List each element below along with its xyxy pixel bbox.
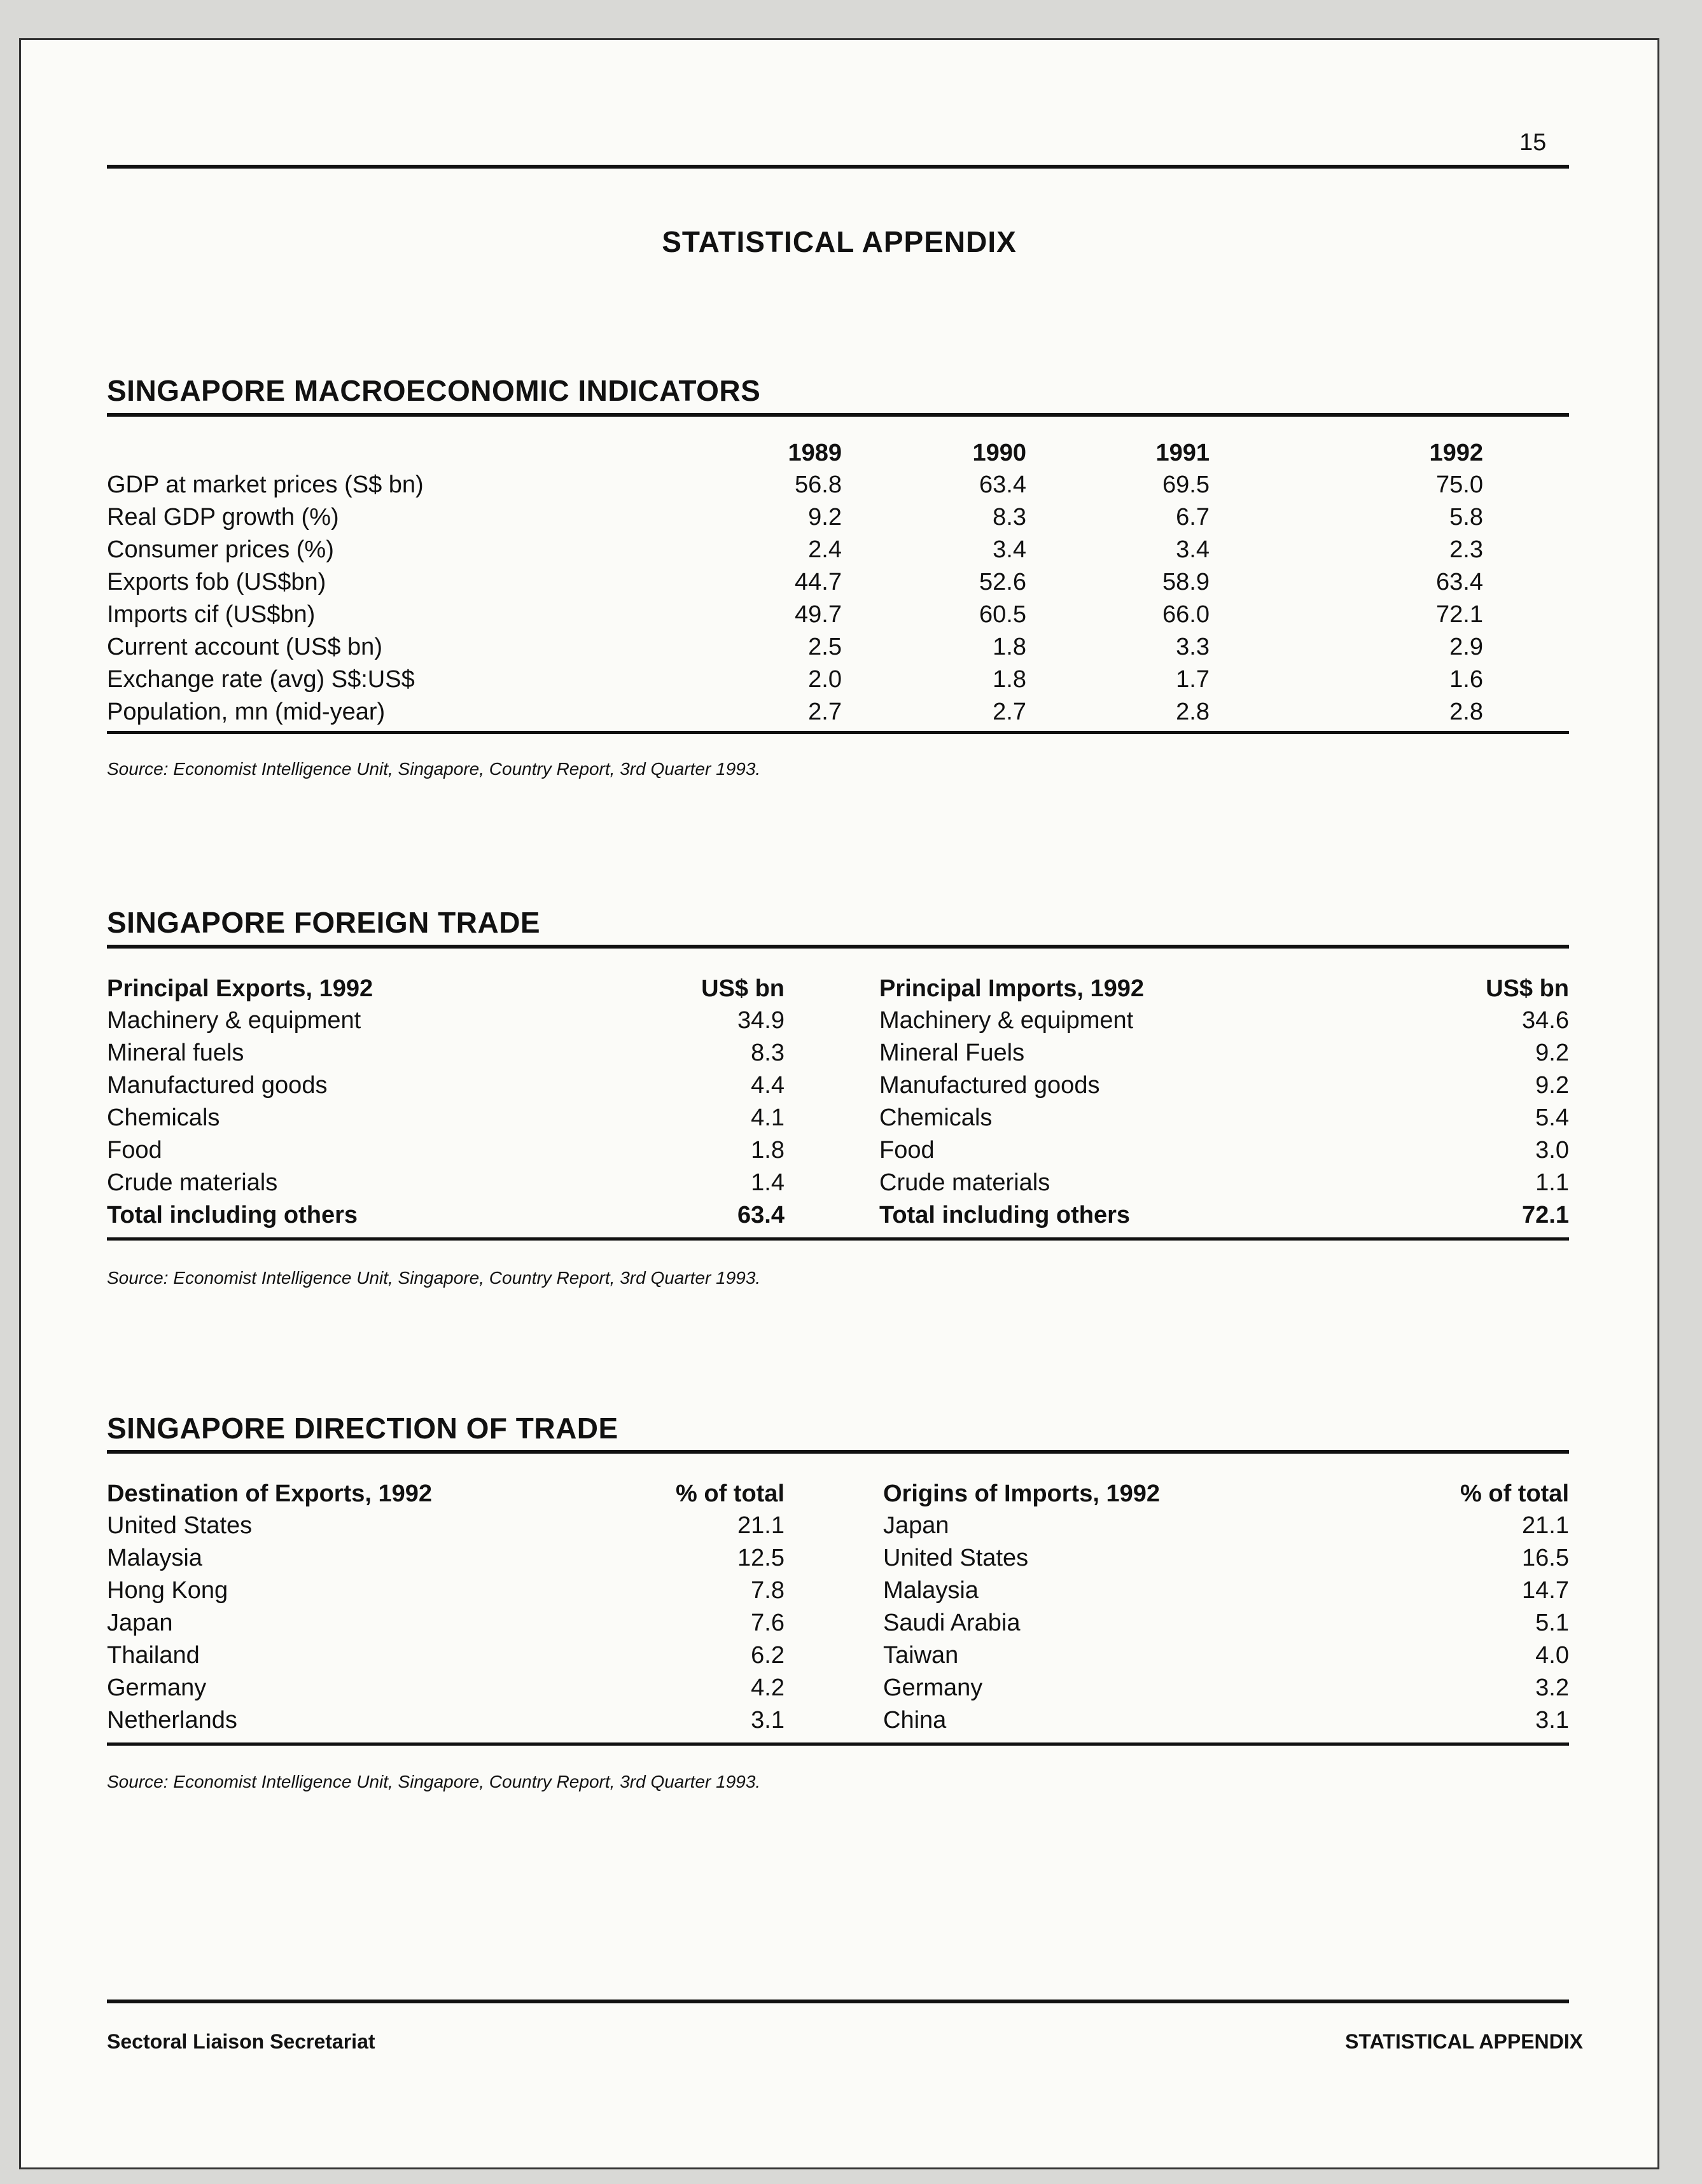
right-row-label: China xyxy=(883,1707,947,1734)
footer-left: Sectoral Liaison Secretariat xyxy=(107,2030,375,2053)
header-rule xyxy=(107,165,1569,169)
macro-source-note: Source: Economist Intelligence Unit, Singapore, Country Report, 3rd Quarter 1993. xyxy=(107,759,761,779)
macro-value: 2.3 xyxy=(1449,536,1483,563)
direction-source-note: Source: Economist Intelligence Unit, Singapore, Country Report, 3rd Quarter 1993. xyxy=(107,1772,761,1791)
foreign-trade-section-title: SINGAPORE FOREIGN TRADE xyxy=(107,906,541,939)
left-row-value: 12.5 xyxy=(737,1545,785,1571)
macro-row-label: Real GDP growth (%) xyxy=(107,504,339,531)
macro-value: 1.7 xyxy=(1176,666,1210,693)
macro-value: 1.8 xyxy=(993,666,1026,693)
left-row-value: 1.8 xyxy=(751,1137,785,1164)
left-row-value: 6.2 xyxy=(751,1642,785,1669)
macro-row-label: Population, mn (mid-year) xyxy=(107,699,386,725)
macro-value: 66.0 xyxy=(1162,601,1210,628)
macro-value: 1.8 xyxy=(993,634,1026,660)
left-row-label: Chemicals xyxy=(107,1104,220,1131)
right-row-value: 16.5 xyxy=(1522,1545,1569,1571)
footer-rule xyxy=(107,2000,1569,2003)
macro-value: 56.8 xyxy=(795,471,842,498)
page-number: 15 xyxy=(1519,129,1547,156)
left-row-value: 4.4 xyxy=(751,1072,785,1099)
direction-bottom-rule xyxy=(107,1742,1569,1746)
macro-value: 5.8 xyxy=(1449,504,1483,531)
right-row-label: Total including others xyxy=(879,1202,1131,1228)
macro-value: 75.0 xyxy=(1436,471,1483,498)
imports-unit-header: US$ bn xyxy=(1486,975,1569,1002)
destination-unit-header: % of total xyxy=(676,1480,785,1507)
year-header-1991: 1991 xyxy=(1155,440,1210,466)
macro-value: 44.7 xyxy=(795,569,842,595)
right-row-label: Germany xyxy=(883,1674,983,1701)
foreign-trade-bottom-rule xyxy=(107,1237,1569,1241)
macro-value: 6.7 xyxy=(1176,504,1210,531)
macro-value: 72.1 xyxy=(1436,601,1483,628)
left-row-label: Hong Kong xyxy=(107,1577,228,1604)
left-row-value: 7.6 xyxy=(751,1610,785,1636)
left-row-value: 1.4 xyxy=(751,1169,785,1196)
macro-row-label: Current account (US$ bn) xyxy=(107,634,382,660)
macro-section-title: SINGAPORE MACROECONOMIC INDICATORS xyxy=(107,374,761,407)
left-row-value: 4.2 xyxy=(751,1674,785,1701)
right-row-label: Japan xyxy=(883,1512,949,1539)
left-row-label: Malaysia xyxy=(107,1545,202,1571)
right-row-value: 21.1 xyxy=(1522,1512,1569,1539)
right-row-label: Mineral Fuels xyxy=(879,1040,1025,1066)
macro-value: 2.8 xyxy=(1449,699,1483,725)
left-row-value: 21.1 xyxy=(737,1512,785,1539)
left-row-value: 63.4 xyxy=(737,1202,785,1228)
macro-value: 2.7 xyxy=(808,699,842,725)
page-title: STATISTICAL APPENDIX xyxy=(662,225,1017,258)
left-row-label: Germany xyxy=(107,1674,207,1701)
macro-row-label: Consumer prices (%) xyxy=(107,536,334,563)
right-row-label: Manufactured goods xyxy=(879,1072,1100,1099)
macro-value: 2.7 xyxy=(993,699,1026,725)
left-row-label: Total including others xyxy=(107,1202,358,1228)
exports-header: Principal Exports, 1992 xyxy=(107,975,373,1002)
right-row-value: 3.0 xyxy=(1535,1137,1569,1164)
macro-value: 58.9 xyxy=(1162,569,1210,595)
macro-row-label: Imports cif (US$bn) xyxy=(107,601,316,628)
right-row-label: Food xyxy=(879,1137,935,1164)
document-page xyxy=(19,38,1659,2169)
footer-right: STATISTICAL APPENDIX xyxy=(1345,2030,1583,2053)
left-row-value: 8.3 xyxy=(751,1040,785,1066)
direction-top-rule xyxy=(107,1450,1569,1454)
direction-section-title: SINGAPORE DIRECTION OF TRADE xyxy=(107,1412,618,1445)
macro-value: 2.9 xyxy=(1449,634,1483,660)
macro-value: 69.5 xyxy=(1162,471,1210,498)
left-row-label: Food xyxy=(107,1137,162,1164)
left-row-label: Crude materials xyxy=(107,1169,278,1196)
foreign-trade-source-note: Source: Economist Intelligence Unit, Singapore, Country Report, 3rd Quarter 1993. xyxy=(107,1268,761,1288)
macro-value: 3.4 xyxy=(1176,536,1210,563)
macro-value: 2.8 xyxy=(1176,699,1210,725)
macro-row-label: Exchange rate (avg) S$:US$ xyxy=(107,666,415,693)
left-row-label: Thailand xyxy=(107,1642,200,1669)
right-row-label: Machinery & equipment xyxy=(879,1007,1134,1034)
right-row-label: Taiwan xyxy=(883,1642,959,1669)
left-row-label: Japan xyxy=(107,1610,173,1636)
origins-unit-header: % of total xyxy=(1460,1480,1569,1507)
left-row-value: 7.8 xyxy=(751,1577,785,1604)
macro-value: 63.4 xyxy=(979,471,1026,498)
macro-value: 49.7 xyxy=(795,601,842,628)
left-row-label: Machinery & equipment xyxy=(107,1007,361,1034)
macro-value: 3.3 xyxy=(1176,634,1210,660)
macro-top-rule xyxy=(107,413,1569,417)
right-row-value: 4.0 xyxy=(1535,1642,1569,1669)
right-row-value: 9.2 xyxy=(1535,1072,1569,1099)
left-row-value: 3.1 xyxy=(751,1707,785,1734)
right-row-value: 34.6 xyxy=(1522,1007,1569,1034)
macro-value: 63.4 xyxy=(1436,569,1483,595)
left-row-value: 4.1 xyxy=(751,1104,785,1131)
left-row-label: United States xyxy=(107,1512,253,1539)
macro-value: 9.2 xyxy=(808,504,842,531)
right-row-value: 3.2 xyxy=(1535,1674,1569,1701)
macro-value: 3.4 xyxy=(993,536,1026,563)
macro-value: 2.4 xyxy=(808,536,842,563)
year-header-1992: 1992 xyxy=(1429,440,1483,466)
macro-row-label: Exports fob (US$bn) xyxy=(107,569,326,595)
right-row-value: 3.1 xyxy=(1535,1707,1569,1734)
macro-bottom-rule xyxy=(107,731,1569,734)
right-row-value: 1.1 xyxy=(1535,1169,1569,1196)
right-row-value: 9.2 xyxy=(1535,1040,1569,1066)
right-row-label: Crude materials xyxy=(879,1169,1050,1196)
year-header-1989: 1989 xyxy=(788,440,842,466)
right-row-label: Chemicals xyxy=(879,1104,993,1131)
foreign-trade-top-rule xyxy=(107,945,1569,949)
right-row-value: 5.4 xyxy=(1535,1104,1569,1131)
destination-header: Destination of Exports, 1992 xyxy=(107,1480,433,1507)
macro-value: 2.0 xyxy=(808,666,842,693)
year-header-1990: 1990 xyxy=(972,440,1026,466)
left-row-label: Netherlands xyxy=(107,1707,237,1734)
right-row-value: 14.7 xyxy=(1522,1577,1569,1604)
right-row-value: 72.1 xyxy=(1522,1202,1569,1228)
right-row-label: United States xyxy=(883,1545,1029,1571)
exports-unit-header: US$ bn xyxy=(701,975,785,1002)
macro-value: 1.6 xyxy=(1449,666,1483,693)
macro-value: 8.3 xyxy=(993,504,1026,531)
imports-header: Principal Imports, 1992 xyxy=(879,975,1145,1002)
macro-value: 60.5 xyxy=(979,601,1026,628)
macro-value: 52.6 xyxy=(979,569,1026,595)
macro-row-label: GDP at market prices (S$ bn) xyxy=(107,471,424,498)
left-row-label: Manufactured goods xyxy=(107,1072,328,1099)
left-row-value: 34.9 xyxy=(737,1007,785,1034)
left-row-label: Mineral fuels xyxy=(107,1040,244,1066)
right-row-label: Malaysia xyxy=(883,1577,979,1604)
origins-header: Origins of Imports, 1992 xyxy=(883,1480,1160,1507)
right-row-value: 5.1 xyxy=(1535,1610,1569,1636)
macro-value: 2.5 xyxy=(808,634,842,660)
right-row-label: Saudi Arabia xyxy=(883,1610,1021,1636)
